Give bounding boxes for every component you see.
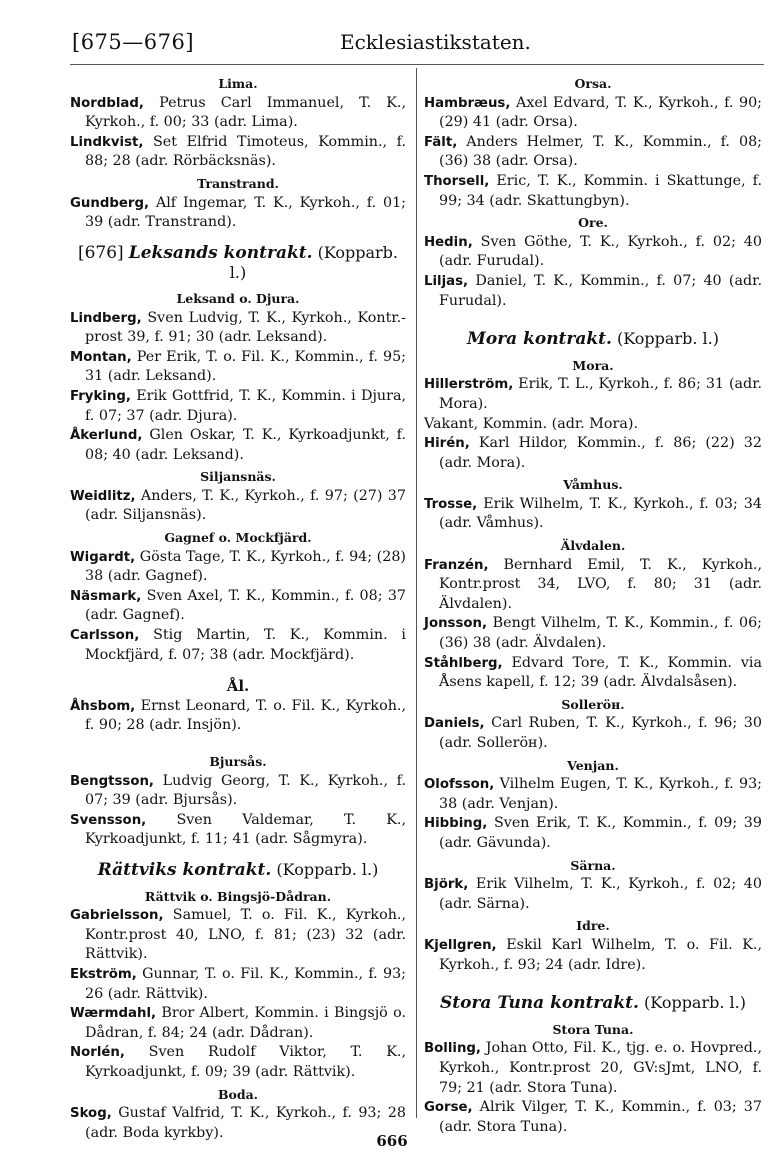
clergy-entry [70,194,406,233]
entry-name: Montan, [70,349,132,365]
entry-details: Eskil Karl Wilhelm, T. o. Fil. K., Kyrkoh., f. 93; 24 (adr. Idre). [439,936,762,973]
entry-details: Gösta Tage, T. K., Kyrkoh., f. 94; (28) 38 (adr. Gagnef). [85,548,406,585]
entry-name: Thorsell, [424,173,490,189]
entry-name: Wærmdahl, [70,1006,157,1022]
entry-details: Daniel, T. K., Kommin., f. 07; 40 (adr. Furudal). [439,272,762,309]
parish-heading: Rättvik o. Bingsjö-Dådran. [144,888,332,904]
page-number: 666 [376,1132,408,1150]
clergy-entry [424,434,762,473]
entry-name: Lindberg, [70,310,142,326]
entry-details: Gunnar, T. o. Fil. K., Kommin., f. 93; 26 (adr. Rättvik). [85,965,406,1002]
entry-name: Hirén, [424,436,470,452]
clergy-entry [424,936,762,975]
clergy-entry [424,233,762,272]
clergy-entry [70,426,406,465]
parish-heading: Ål. [226,677,250,696]
entry-name: Gundberg, [70,195,150,211]
entry-details: Erik, T. L., Kyrkoh., f. 86; 31 (adr. Mora). [439,376,763,412]
deanery-heading [424,329,762,350]
entry-name: Åhsbom, [70,698,136,714]
entry-name: Liljas, [424,273,469,289]
entry-name: Näsmark, [70,588,142,604]
entry-details: Sven Axel, T. K., Kommin., f. 08; 37 (adr. Gagnef). [85,587,407,624]
entry-name: Skog, [70,1106,112,1122]
entry-name: Björk, [424,877,469,893]
entry-details: Sven Göthe, T. K., Kyrkoh., f. 02; 40 (adr. Furudal). [439,233,762,270]
clergy-entry [424,814,762,853]
entry-name: Bengtsson, [70,773,154,789]
deanery-title: Rättviks kontrakt. [97,859,272,880]
deanery-title: Stora Tuna kontrakt. [440,993,639,1014]
entry-details: Anders, T. K., Kyrkoh., f. 97; (27) 37 (adr. Siljansnäs). [85,487,406,524]
clergy-entry [70,811,406,850]
entry-details: Sven Erik, T. K., Kommin., f. 09; 39 (adr. Gävunda). [439,815,762,851]
entry-details: Bror Albert, Kommin. i Bingsjö o. Dådran, f. 84; 24 (adr. Dådran). [85,1005,406,1041]
deanery-county: (Kopparb. l.) [229,242,399,283]
entry-name: Bolling, [424,1041,481,1057]
entry-details: Erik Vilhelm, T. K., Kyrkoh., f. 02; 40 (adr. Särna). [439,876,762,912]
parish-heading: Transtrand. [197,175,279,191]
header-rule [70,64,764,65]
parish-heading: Särna. [570,857,616,873]
entry-details: Glen Oskar, T. K., Kyrkoadjunkt, f. 08; 40 (adr. Leksand). [85,427,406,463]
entry-name: Trosse, [424,496,478,512]
parish-heading: Älvdalen. [560,538,626,554]
parish-heading: Mora. [572,357,614,373]
clergy-entry [424,556,762,615]
clergy-entry [70,487,406,526]
deanery-county: (Kopparb. l.) [617,329,719,349]
entry-details: Axel Edvard, T. K., Kyrkoh., f. 90; (29) 41 (adr. Orsa). [439,94,762,131]
parish-heading: Bjursås. [209,754,267,769]
parish-heading: Idre. [576,918,610,934]
clergy-entry [70,94,406,133]
entry-details: Sven Rudolf Viktor, T. K., Kyrkoadjunkt, f. 09; 39 (adr. Rättvik). [85,1044,406,1080]
entry-name: Svensson, [70,812,147,828]
page-header [72,30,762,62]
entry-name: Carlsson, [70,628,140,644]
clergy-entry [70,697,406,736]
clergy-entry [70,1004,406,1043]
entry-details: Ernst Leonard, T. o. Fil. K., Kyrkoh., f. 90; 28 (adr. Insjön). [85,697,406,734]
entry-name: Lindkvist, [70,134,144,150]
entry-name: Åkerlund, [70,428,143,444]
entry-name: Franzén, [424,557,489,573]
parish-heading: Ore. [578,215,608,231]
clergy-entry [70,587,406,626]
clergy-entry [424,94,762,133]
parish-heading: Boda. [217,1086,259,1102]
entry-name: Gabrielsson, [70,908,164,924]
clergy-entry [424,614,762,653]
spacer [70,736,406,750]
entry-details: Bernhard Emil, T. K., Kyrkoh., Kontr.prost 34, LVO, f. 80; 31 (adr. Älvdalen). [439,556,762,612]
entry-details: Stig Martin, T. K., Kommin. i Mockfjärd, f. 07; 38 (adr. Mockfjärd). [85,627,407,663]
entry-details: Sven Valdemar, T. K., Kyrkoadjunkt, f. 11; 41 (adr. Sågmyra). [85,811,406,848]
clergy-entry [424,375,762,414]
entry-name: Weidlitz, [70,488,136,504]
clergy-entry [70,548,406,587]
parish-heading: Siljansnäs. [200,469,276,485]
parish-heading: Stora Tuna. [552,1021,634,1037]
entry-details: Erik Wilhelm, T. K., Kyrkoh., f. 03; 34 (adr. Våmhus). [439,495,762,532]
deanery-heading [70,860,406,881]
entry-details: Set Elfrid Timoteus, Kommin., f. 88; 28 (adr. Rörbäcksnäs). [85,133,406,170]
entry-details: Anders Helmer, T. K., Kommin., f. 08; (36) 38 (adr. Orsa). [439,133,763,170]
entry-name: Hedin, [424,234,473,250]
parish-heading: Solleröн. [561,696,625,712]
entry-details: Carl Ruben, T. K., Kyrkoh., f. 96; 30 (adr. Solleröн). [439,715,762,751]
clergy-entry [424,172,762,211]
entry-details: Eric, T. K., Kommin. i Skattunge, f. 99; 34 (adr. Skattungbyn). [439,172,762,209]
entry-details: Johan Otto, Fil. K., tjg. e. o. Hovpred., Kyrkoh., Kontr.prost 20, GV:sJmt, LNO, f. 79; 21 (adr. Stora Tuna). [439,1040,762,1096]
parish-heading: Leksand o. Djura. [176,290,300,306]
deanery-county: (Kopparb. l.) [276,859,379,879]
parish-heading: Venjan. [567,757,619,773]
parish-heading: Orsa. [574,76,612,91]
clergy-entry [424,133,762,172]
entry-details: Per Erik, T. o. Fil. K., Kommin., f. 95; 31 (adr. Leksand). [85,348,406,385]
entry-name: Kjellgren, [424,937,497,953]
deanery-heading [424,993,762,1014]
clergy-entry [424,714,762,753]
deanery-county: (Kopparb. l.) [644,993,746,1013]
clergy-entry [424,775,762,814]
right-column [424,72,762,1137]
deanery-number: [676] [77,242,124,263]
entry-name: Fryking, [70,388,131,404]
spacer [70,665,406,675]
clergy-entry [70,906,406,965]
clergy-entry [70,387,406,426]
page-range: [675—676] [72,30,195,54]
clergy-entry [70,772,406,811]
entry-name: Jonsson, [424,616,488,632]
column-divider [416,68,417,1118]
entry-details: Alf Ingemar, T. K., Kyrkoh., f. 01; 39 (adr. Transtrand). [85,194,406,231]
entry-details: Samuel, T. o. Fil. K., Kyrkoh., Kontr.prost 40, LNO, f. 81; (23) 32 (adr. Rättvik). [85,907,407,963]
entry-details: Vilhelm Eugen, T. K., Kyrkoh., f. 93; 38 (adr. Venjan). [439,776,762,812]
entry-details: Edvard Tore, T. K., Kommin. via Åsens kapell, f. 12; 39 (adr. Älvdalsåsen). [439,654,762,691]
entry-name: Gorse, [424,1100,473,1116]
clergy-entry [70,133,406,172]
entry-details: Petrus Carl Immanuel, T. K., Kyrkoh., f. 00; 33 (adr. Lima). [85,94,407,131]
entry-details: Ludvig Georg, T. K., Kyrkoh., f. 07; 39 (adr. Bjursås). [85,772,406,809]
clergy-entry [424,1039,762,1098]
deanery-title: Mora kontrakt. [467,329,612,350]
clergy-entry [424,875,762,914]
clergy-entry [424,654,762,693]
entry-name: Hillerström, [424,377,514,393]
entry-name: Norlén, [70,1045,125,1061]
clergy-entry [424,415,762,435]
deanery-title: Leksands kontrakt. [128,242,313,263]
entry-name: Fält, [424,134,458,150]
entry-name: Daniels, [424,716,485,732]
entry-details: Erik Gottfrid, T. K., Kommin. i Djura, f. 07; 37 (adr. Djura). [85,387,407,424]
entry-name: Hambræus, [424,95,511,111]
entry-name: Hibbing, [424,816,488,832]
entry-details: Sven Ludvig, T. K., Kyrkoh., Kontr.-prost 39, f. 91; 30 (adr. Leksand). [85,309,407,346]
entry-name: Nordblad, [70,95,144,111]
entry-details: Karl Hildor, Kommin., f. 86; (22) 32 (adr. Mora). [439,435,762,471]
entry-name: Ekström, [70,966,137,982]
entry-details: Gustaf Valfrid, T. K., Kyrkoh., f. 93; 28 (adr. Boda kyrkby). [85,1105,406,1141]
clergy-entry [70,348,406,387]
entry-name: Wigardt, [70,549,136,565]
parish-heading: Gagnef o. Mockfjärd. [164,530,312,546]
entry-details: Alrik Vilger, T. K., Kommin., f. 03; 37 (adr. Stora Tuna). [439,1099,762,1135]
parish-heading: Lima. [218,76,258,91]
entry-details: Vakant, Kommin. (adr. Mora). [424,415,638,432]
running-title: Ecklesiastikstaten. [340,30,531,54]
clergy-entry [424,495,762,534]
entry-name: Olofsson, [424,777,495,793]
deanery-heading [70,243,406,283]
left-column [70,72,406,1143]
parish-heading: Våmhus. [563,477,623,493]
clergy-entry [70,1043,406,1082]
clergy-entry [70,626,406,665]
entry-details: Bengt Vilhelm, T. K., Kommin., f. 06; (36) 38 (adr. Älvdalen). [439,615,762,652]
clergy-entry [70,965,406,1004]
clergy-entry [70,309,406,348]
entry-name: Ståhlberg, [424,655,503,671]
clergy-entry [424,272,762,311]
